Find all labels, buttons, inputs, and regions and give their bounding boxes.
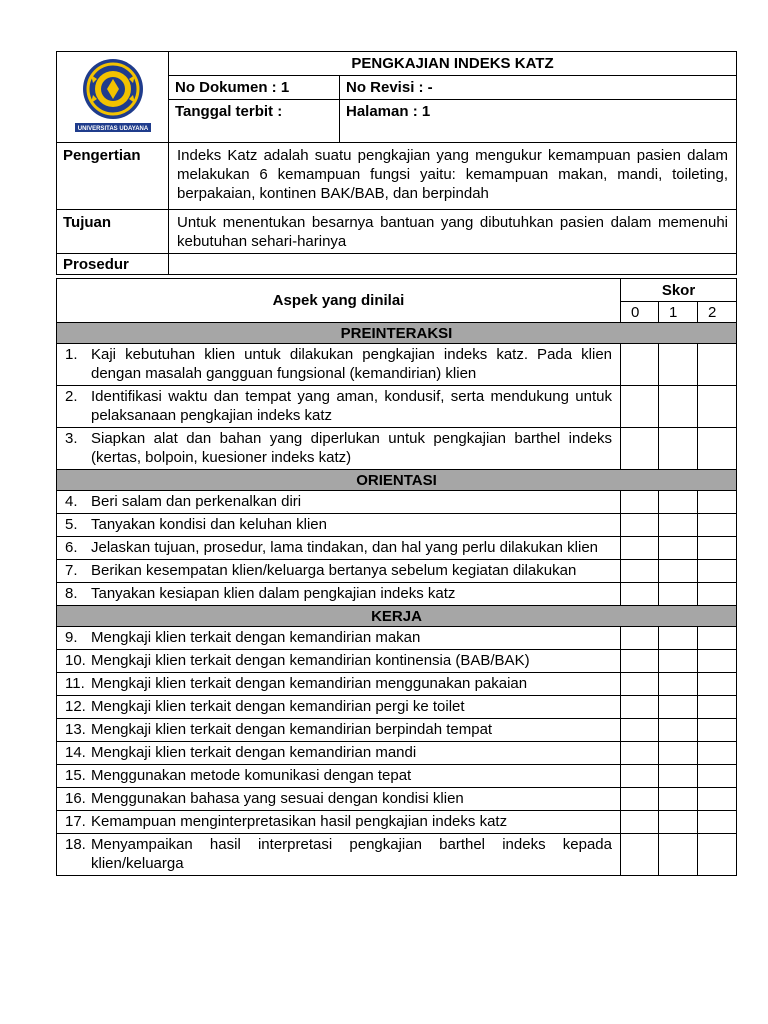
prosedur-label: Prosedur	[57, 254, 169, 275]
checklist-item-row	[57, 583, 737, 606]
skor-0-header: 0	[621, 302, 659, 323]
item-text: Mengkaji klien terkait dengan kemandirian mandi	[91, 744, 417, 761]
score-cell-1[interactable]	[659, 811, 698, 834]
checklist-item-row	[57, 428, 737, 470]
score-cell-2[interactable]	[698, 673, 737, 696]
score-cell-2[interactable]	[698, 742, 737, 765]
no-revisi: No Revisi : -	[340, 76, 737, 100]
item-number: 7.	[65, 562, 78, 579]
section-title: PREINTERAKSI	[57, 323, 737, 344]
tanggal-terbit: Tanggal terbit :	[169, 100, 340, 143]
prosedur-cell	[169, 254, 737, 275]
score-cell-2[interactable]	[698, 696, 737, 719]
score-cell-2[interactable]	[698, 386, 737, 428]
score-cell-2[interactable]	[698, 491, 737, 514]
checklist-item-row	[57, 742, 737, 765]
score-cell-1[interactable]	[659, 834, 698, 876]
item-text: Kaji kebutuhan klien untuk dilakukan pengkajian indeks katz. Pada klien dengan masalah gangguan fungsional (kemandirian) klien	[91, 346, 612, 382]
score-cell-0[interactable]	[621, 765, 659, 788]
halaman: Halaman : 1	[340, 100, 737, 143]
checklist-item	[57, 696, 621, 719]
score-cell-2[interactable]	[698, 788, 737, 811]
item-number: 1.	[65, 346, 78, 363]
checklist-item	[57, 627, 621, 650]
score-cell-2[interactable]	[698, 834, 737, 876]
section-row	[57, 606, 737, 627]
checklist-body	[57, 279, 737, 876]
score-cell-2[interactable]	[698, 719, 737, 742]
item-text: Menggunakan bahasa yang sesuai dengan kondisi klien	[91, 790, 464, 807]
checklist-item-row	[57, 765, 737, 788]
score-cell-1[interactable]	[659, 765, 698, 788]
checklist-item	[57, 428, 621, 470]
checklist-item-row	[57, 696, 737, 719]
score-cell-0[interactable]	[621, 673, 659, 696]
item-number: 2.	[65, 388, 78, 405]
score-cell-1[interactable]	[659, 583, 698, 606]
score-cell-0[interactable]	[621, 386, 659, 428]
item-number: 8.	[65, 585, 78, 602]
score-cell-0[interactable]	[621, 788, 659, 811]
tujuan-label: Tujuan	[57, 210, 169, 254]
score-cell-2[interactable]	[698, 344, 737, 386]
checklist-item-row	[57, 386, 737, 428]
item-text: Mengkaji klien terkait dengan kemandirian makan	[91, 629, 421, 646]
checklist-item-row	[57, 673, 737, 696]
item-text: Jelaskan tujuan, prosedur, lama tindakan, dan hal yang perlu dilakukan klien	[91, 539, 598, 556]
score-cell-0[interactable]	[621, 491, 659, 514]
item-text: Mengkaji klien terkait dengan kemandirian berpindah tempat	[91, 721, 493, 738]
score-cell-0[interactable]	[621, 650, 659, 673]
item-text: Identifikasi waktu dan tempat yang aman, kondusif, serta mendukung untuk pelaksanaan pengkajian indeks katz	[91, 388, 612, 424]
score-cell-0[interactable]	[621, 428, 659, 470]
checklist-item	[57, 386, 621, 428]
score-cell-0[interactable]	[621, 834, 659, 876]
item-number: 6.	[65, 539, 78, 556]
checklist-item	[57, 742, 621, 765]
logo-cell	[57, 52, 169, 143]
score-cell-2[interactable]	[698, 537, 737, 560]
item-text: Siapkan alat dan bahan yang diperlukan untuk pengkajian barthel indeks (kertas, bolpoin, kuesioner indeks katz)	[91, 430, 612, 466]
item-number: 14.	[65, 744, 86, 761]
item-number: 3.	[65, 430, 78, 447]
checklist-item	[57, 537, 621, 560]
checklist-item	[57, 650, 621, 673]
tujuan-text: Untuk menentukan besarnya bantuan yang dibutuhkan pasien dalam memenuhi kebutuhan sehari-harinya	[169, 210, 737, 254]
skor-2-header: 2	[698, 302, 737, 323]
item-number: 13.	[65, 721, 86, 738]
skor-header: Skor	[621, 279, 737, 302]
item-number: 16.	[65, 790, 86, 807]
section-title: ORIENTASI	[57, 470, 737, 491]
checklist-item-row	[57, 719, 737, 742]
checklist-item-row	[57, 537, 737, 560]
aspect-header: Aspek yang dinilai	[57, 279, 621, 323]
item-number: 9.	[65, 629, 78, 646]
score-cell-0[interactable]	[621, 560, 659, 583]
score-cell-1[interactable]	[659, 627, 698, 650]
checklist-item-row	[57, 788, 737, 811]
score-cell-1[interactable]	[659, 719, 698, 742]
checklist-item	[57, 765, 621, 788]
item-number: 10.	[65, 652, 86, 669]
score-cell-1[interactable]	[659, 696, 698, 719]
item-text: Menyampaikan hasil interpretasi pengkajian barthel indeks kepada klien/keluarga	[91, 836, 612, 872]
item-number: 18.	[65, 836, 86, 853]
no-dokumen: No Dokumen : 1	[169, 76, 340, 100]
score-cell-1[interactable]	[659, 788, 698, 811]
checklist-item	[57, 514, 621, 537]
item-number: 15.	[65, 767, 86, 784]
item-number: 11.	[65, 675, 85, 692]
checklist-item	[57, 583, 621, 606]
item-number: 4.	[65, 493, 78, 510]
section-row	[57, 470, 737, 491]
university-logo	[71, 55, 155, 135]
score-cell-1[interactable]	[659, 742, 698, 765]
checklist-item	[57, 344, 621, 386]
score-cell-0[interactable]	[621, 719, 659, 742]
item-number: 17.	[65, 813, 86, 830]
checklist-item	[57, 673, 621, 696]
score-cell-1[interactable]	[659, 344, 698, 386]
item-text: Beri salam dan perkenalkan diri	[91, 493, 302, 510]
checklist-item	[57, 811, 621, 834]
item-text: Menggunakan metode komunikasi dengan tepat	[91, 767, 412, 784]
score-cell-2[interactable]	[698, 583, 737, 606]
logo-caption: UNIVERSITAS UDAYANA	[77, 125, 148, 132]
score-cell-1[interactable]	[659, 673, 698, 696]
pengertian-text: Indeks Katz adalah suatu pengkajian yang mengukur kemampuan pasien dalam melakukan 6 kemampuan fungsi yaitu: kemampuan makan, mandi, toileting, berpakaian, kontinen BAK/BAB, dan berpindah	[169, 143, 737, 210]
checklist-item-row	[57, 560, 737, 583]
checklist-item	[57, 834, 621, 876]
checklist-item	[57, 788, 621, 811]
score-cell-2[interactable]	[698, 765, 737, 788]
score-cell-2[interactable]	[698, 560, 737, 583]
score-cell-1[interactable]	[659, 428, 698, 470]
checklist-item-row	[57, 834, 737, 876]
score-cell-0[interactable]	[621, 742, 659, 765]
score-cell-2[interactable]	[698, 650, 737, 673]
score-cell-1[interactable]	[659, 537, 698, 560]
score-cell-0[interactable]	[621, 811, 659, 834]
document-header-table	[56, 51, 737, 275]
score-cell-2[interactable]	[698, 428, 737, 470]
score-cell-0[interactable]	[621, 627, 659, 650]
section-row	[57, 323, 737, 344]
item-text: Berikan kesempatan klien/keluarga bertanya sebelum kegiatan dilakukan	[91, 562, 577, 579]
score-cell-2[interactable]	[698, 627, 737, 650]
skor-1-header: 1	[659, 302, 698, 323]
item-text: Tanyakan kondisi dan keluhan klien	[91, 516, 327, 533]
checklist-table	[56, 278, 737, 876]
checklist-item-row	[57, 811, 737, 834]
checklist-item-row	[57, 514, 737, 537]
score-cell-2[interactable]	[698, 514, 737, 537]
item-text: Kemampuan menginterpretasikan hasil pengkajian indeks katz	[91, 813, 508, 830]
score-cell-2[interactable]	[698, 811, 737, 834]
item-text: Mengkaji klien terkait dengan kemandirian menggunakan pakaian	[91, 675, 528, 692]
score-cell-1[interactable]	[659, 514, 698, 537]
section-title: KERJA	[57, 606, 737, 627]
logo-emblem	[83, 59, 143, 119]
checklist-item-row	[57, 344, 737, 386]
checklist-item-row	[57, 627, 737, 650]
checklist-item-row	[57, 491, 737, 514]
score-cell-1[interactable]	[659, 491, 698, 514]
score-cell-1[interactable]	[659, 560, 698, 583]
item-text: Mengkaji klien terkait dengan kemandirian pergi ke toilet	[91, 698, 465, 715]
checklist-item-row	[57, 650, 737, 673]
item-number: 12.	[65, 698, 86, 715]
score-cell-0[interactable]	[621, 696, 659, 719]
document-title: PENGKAJIAN INDEKS KATZ	[169, 52, 737, 76]
score-cell-1[interactable]	[659, 386, 698, 428]
pengertian-label: Pengertian	[57, 143, 169, 210]
score-cell-0[interactable]	[621, 344, 659, 386]
score-cell-1[interactable]	[659, 650, 698, 673]
checklist-item	[57, 491, 621, 514]
item-text: Tanyakan kesiapan klien dalam pengkajian indeks katz	[91, 585, 456, 602]
checklist-item	[57, 719, 621, 742]
checklist-item	[57, 560, 621, 583]
score-cell-0[interactable]	[621, 583, 659, 606]
score-cell-0[interactable]	[621, 537, 659, 560]
score-cell-0[interactable]	[621, 514, 659, 537]
item-text: Mengkaji klien terkait dengan kemandirian kontinensia (BAB/BAK)	[91, 652, 530, 669]
item-number: 5.	[65, 516, 78, 533]
